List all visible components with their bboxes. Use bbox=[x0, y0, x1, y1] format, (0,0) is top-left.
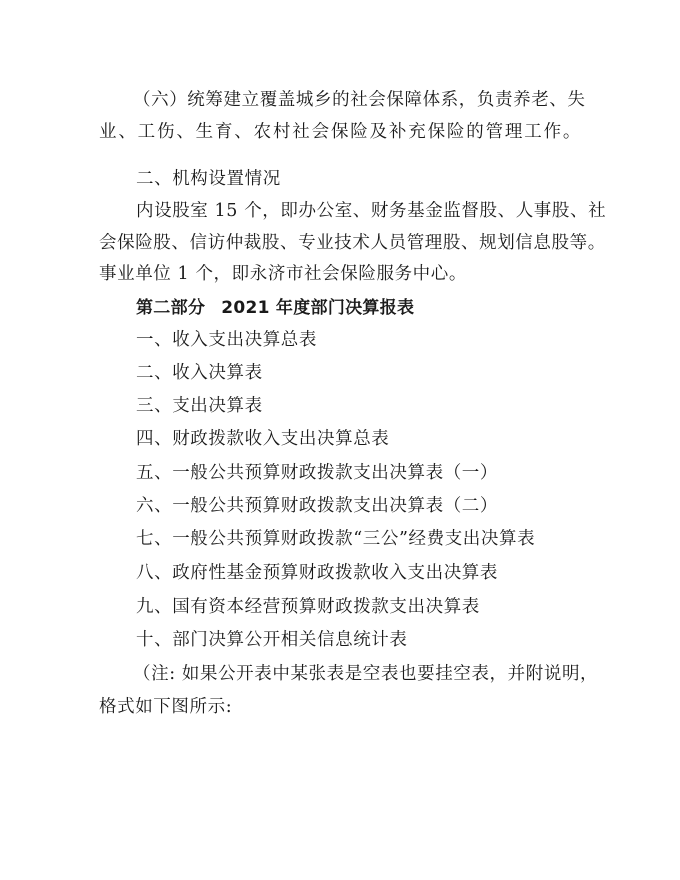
report-list-item: 五、一般公共预算财政拨款支出决算表（一） bbox=[136, 463, 498, 483]
report-list-item: 九、国有资本经营预算财政拨款支出决算表 bbox=[136, 597, 480, 617]
institution-line-1: 内设股室 15 个，即办公室、财务基金监督股、人事股、社 bbox=[136, 201, 607, 221]
report-list-item: 一、收入支出决算总表 bbox=[136, 330, 317, 350]
section-six-line-2: 业、工伤、生育、农村社会保险及补充保险的管理工作。 bbox=[99, 122, 581, 142]
report-list-item: 十、部门决算公开相关信息统计表 bbox=[136, 630, 408, 650]
part-two-heading bbox=[136, 297, 414, 319]
institution-line-2: 会保险股、信访仲裁股、专业技术人员管理股、规划信息股等。 bbox=[99, 233, 606, 253]
report-list-item: 八、政府性基金预算财政拨款收入支出决算表 bbox=[136, 563, 498, 583]
note-line-1: （注: 如果公开表中某张表是空表也要挂空表，并附说明， bbox=[133, 664, 599, 684]
report-list-item: 三、支出决算表 bbox=[136, 396, 263, 416]
part-two-label: 第二部分 bbox=[136, 298, 206, 318]
report-list-item: 四、财政拨款收入支出决算总表 bbox=[136, 429, 390, 449]
institution-heading: 二、机构设置情况 bbox=[136, 169, 281, 189]
report-list-item: 六、一般公共预算财政拨款支出决算表（二） bbox=[136, 496, 498, 516]
report-list-item: 二、收入决算表 bbox=[136, 363, 263, 383]
note-line-2: 格式如下图所示: bbox=[99, 697, 233, 717]
report-list-item: 七、一般公共预算财政拨款“三公”经费支出决算表 bbox=[136, 529, 536, 549]
institution-line-3: 事业单位 1 个，即永济市社会保险服务中心。 bbox=[99, 264, 467, 284]
part-two-title: 2021 年度部门决算报表 bbox=[221, 298, 415, 318]
section-six-line-1: （六）统筹建立覆盖城乡的社会保障体系，负责养老、失 bbox=[133, 90, 586, 110]
